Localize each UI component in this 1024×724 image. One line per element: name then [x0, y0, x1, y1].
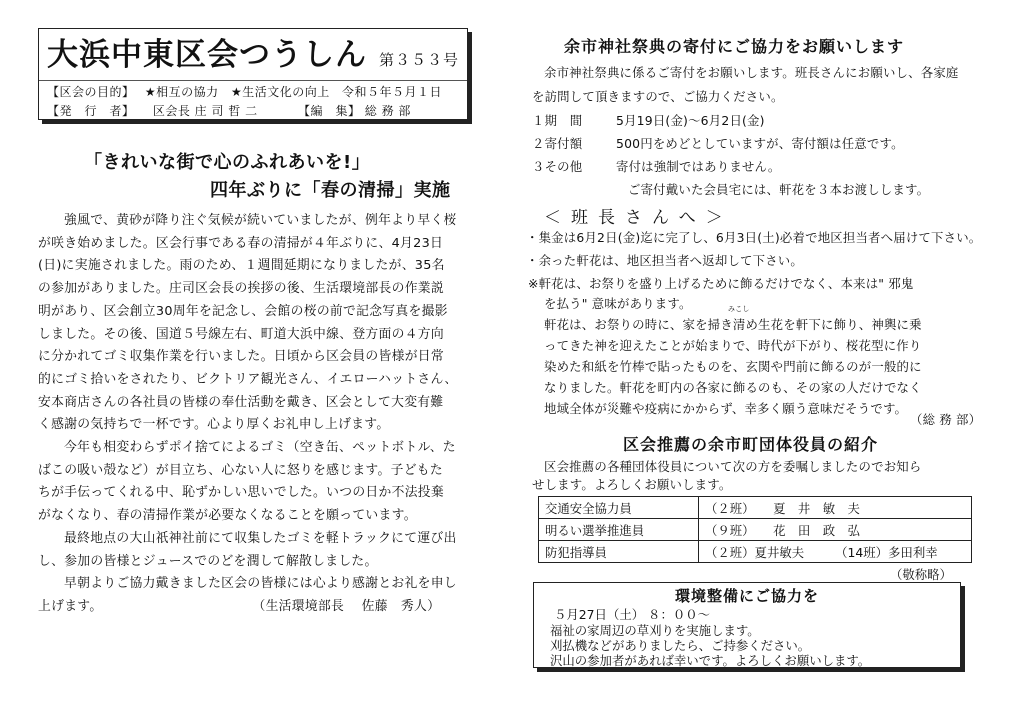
festival-intro-1: 余市神社祭典に係るご寄付をお願いします。班長さんにお願いし、各家庭 — [544, 65, 959, 80]
role-cell: 明るい選挙推進員 — [539, 519, 699, 541]
article-line: 明があり、区会創立30周年を記念し、会館の桜の前で記念写真を撮影 — [38, 303, 448, 319]
detail-cell: （９班） 花 田 政 弘 — [699, 519, 972, 541]
article-line: 最終地点の大山祇神社前にて収集したゴミを軽トラックにて運び出 — [64, 530, 457, 546]
table-row — [539, 497, 972, 519]
table-row — [539, 519, 972, 541]
festival-intro-2: を訪問して頂きますので、ご協力ください。 — [532, 89, 784, 104]
article-line: に分かれてゴミ収集作業を行いました。日頃から区会員の皆様が日常 — [38, 349, 445, 365]
article-line: 強風で、黄砂が降り注ぐ気候が続いていましたが、例年より早く桜 — [64, 213, 457, 228]
editor-label: 【編 集】 — [297, 104, 361, 118]
amount-label: ２寄付額 — [532, 136, 583, 151]
environment-notice-box — [533, 582, 961, 668]
amount-value: 500円をめどとしていますが、寄付額は任意です。 — [616, 136, 904, 151]
festival-sign: （総 務 部） — [910, 412, 982, 427]
ruby-mikoshi: みこし — [728, 305, 750, 313]
issue-number: 第３５３号 — [379, 51, 460, 69]
role-cell: 防犯指導員 — [539, 541, 699, 563]
masthead-title-row — [47, 35, 461, 75]
period-value: 5月19日(金)～6月2日(金) — [616, 113, 765, 128]
note-line: 軒花は、お祭りの時に、家を掃き清め生花を軒下に飾り、神輿に乗 — [544, 317, 922, 332]
hanchou-heading: ＜班長さんへ＞ — [544, 208, 733, 228]
honorific-note: （敬称略） — [890, 567, 952, 582]
hanchou-bullet-2: ・余った軒花は、地区担当者へ返却して下さい。 — [526, 253, 803, 268]
period-label: １期 間 — [532, 113, 583, 128]
purpose-item-1: ★相互の協力 — [144, 85, 219, 99]
cleanup-article — [38, 210, 500, 619]
masthead-publisher-line — [47, 102, 411, 119]
detail-cell: （２班）夏井敏夫 （14班）多田利幸 — [699, 541, 972, 563]
masthead-divider — [39, 80, 467, 81]
article-line: がなくなり、春の清掃作業が必要なくなることを願っています。 — [38, 508, 417, 524]
article-line: ちが手伝ってくれる中、恥ずかしい思いでした。いつの日か不法投棄 — [38, 485, 445, 501]
note-line: を払う" 意味があります。 — [544, 296, 692, 311]
right-column — [526, 0, 1000, 724]
article-line: が咲き始めました。区会行事である春の清掃が４年ぶりに、4月23日 — [38, 235, 444, 251]
note-line: 染めた和紙を竹棒で貼ったものを、玄関や門前に飾るのが一般的に — [544, 359, 922, 374]
article-signature: （生活環境部長 佐藤 秀人） — [252, 598, 441, 614]
publisher-label: 【発 行 者】 — [47, 104, 135, 118]
note-line: 地域全体が災難や疫病にかからず、幸多く願う意味だそうです。 — [544, 401, 908, 416]
officers-title: 区会推薦の余市町団体役員の紹介 — [623, 435, 879, 454]
issue-date: 令和５年５月１日 — [342, 85, 443, 99]
article-line: 上げます。 — [38, 598, 103, 614]
note-line: なりました。軒花を町内の各家に飾るのも、その家の人だけでなく — [544, 380, 922, 395]
article-line: く感謝の気持ちで一杯です。心より厚くお礼申し上げます。 — [38, 417, 390, 433]
environment-line: 沢山の参加者があれば幸いです。よろしくお願いします。 — [550, 653, 871, 668]
hanchou-bullet-1: ・集金は6月2日(金)迄に完了し、6月3日(土)必着で地区担当者へ届けて下さい。 — [526, 230, 982, 245]
article-line: しました。その後、国道５号線左右、町道大浜中線、登方面の４方向 — [38, 326, 445, 342]
article-headline: 「きれいな街で心のふれあいを!」 — [84, 152, 371, 173]
officers-intro-2: せします。よろしくお願いします。 — [532, 477, 732, 492]
newsletter-title: 大浜中東区会つうしん — [47, 37, 367, 73]
note-line: ※軒花は、お祭りを盛り上げるために飾るだけでなく、本来は" 邪鬼 — [528, 276, 914, 291]
purpose-label: 【区会の目的】 — [47, 85, 135, 99]
publisher-name: 区会長 庄 司 哲 二 — [152, 104, 258, 118]
officers-intro-1: 区会推薦の各種団体役員について次の方を委嘱しましたのでお知ら — [544, 459, 922, 474]
role-cell: 交通安全協力員 — [539, 497, 699, 519]
environment-title: 環境整備にご協力を — [674, 587, 819, 605]
purpose-item-2: ★生活文化の向上 — [230, 85, 330, 99]
article-line: 安本商店さんの各社員の皆様の奉仕活動を戴き、区会として大変有難 — [38, 394, 444, 410]
article-line: 的にゴミ拾いをされたり、ビクトリア観光さん、イエローハットさん、 — [38, 371, 458, 387]
other-value: 寄付は強制ではありません。 — [616, 159, 781, 174]
environment-line: ５月27日（土） ８：００～ — [554, 607, 711, 622]
article-line: (日)に実施されました。雨のため、１週間延期になりましたが、35名 — [38, 258, 445, 274]
article-line: し、参加の皆様とジュースでのどを潤して解散しました。 — [38, 553, 378, 569]
other-value-2: ご寄付戴いた会員宅には、軒花を３本お渡しします。 — [628, 182, 930, 197]
editor-name: 総 務 部 — [364, 104, 411, 118]
masthead-purpose-line — [47, 83, 442, 100]
article-line: 今年も相変わらずポイ捨てによるゴミ（空き缶、ペットボトル、た — [64, 440, 456, 456]
officers-table — [538, 496, 972, 563]
article-line: ばこの吸い殻など）が目立ち、心ない人に怒りを感じます。子どもた — [38, 462, 443, 478]
article-subheadline: 四年ぶりに「春の清掃」実施 — [210, 180, 451, 201]
other-label: ３その他 — [532, 159, 583, 174]
detail-cell: （２班） 夏 井 敏 夫 — [699, 497, 972, 519]
table-row — [539, 541, 972, 563]
masthead — [38, 28, 468, 120]
note-line: ってきた神を迎えたことが始まりで、時代が下がり、桜花型に作り — [544, 338, 922, 353]
environment-line: 福祉の家周辺の草刈りを実施します。 — [550, 623, 760, 638]
article-line: 早朝よりご協力戴きました区会の皆様には心より感謝とお礼を申し — [64, 576, 457, 592]
article-line: の参加がありました。庄司区会長の挨拶の後、生活環境部長の作業説 — [38, 281, 445, 297]
article-last-line — [38, 596, 500, 619]
festival-title: 余市神社祭典の寄付にご協力をお願いします — [564, 37, 905, 56]
environment-line: 刈払機などがありましたら、ご持参ください。 — [550, 638, 811, 653]
